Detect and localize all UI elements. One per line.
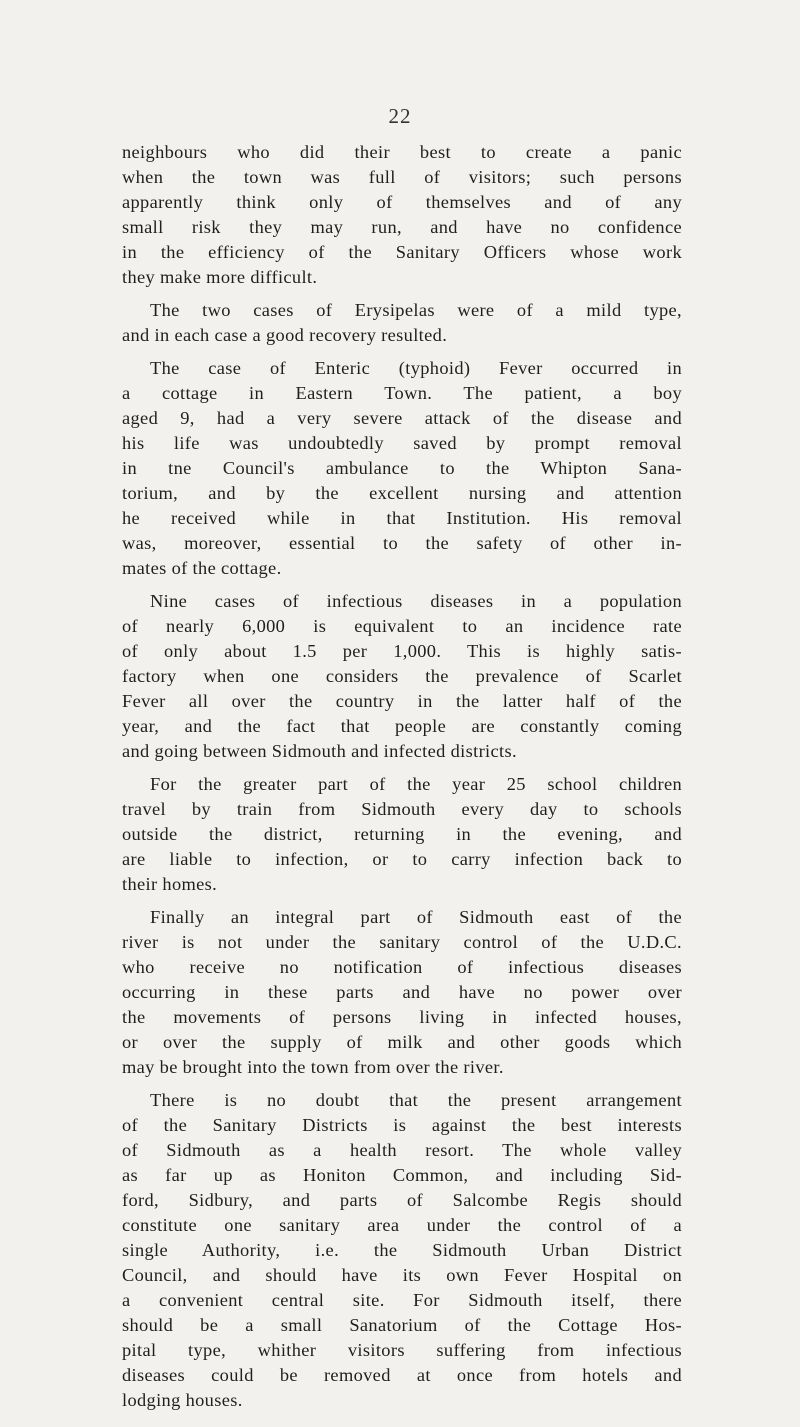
text-line: they make more difficult.	[122, 267, 318, 287]
paragraph	[122, 356, 682, 581]
text-line: he received while in that Institution. His removal	[122, 508, 682, 528]
text-line: the movements of persons living in infected houses,	[122, 1007, 682, 1027]
paragraph	[122, 589, 682, 764]
text-line: outside the district, returning in the evening, and	[122, 824, 682, 844]
text-line: a convenient central site. For Sidmouth itself, there	[122, 1290, 682, 1310]
paragraph	[122, 140, 682, 290]
text-line: should be a small Sanatorium of the Cottage Hos-	[122, 1315, 682, 1335]
text-line: aged 9, had a very severe attack of the disease and	[122, 408, 682, 428]
text-line: who receive no notification of infectious diseases	[122, 957, 682, 977]
paragraph-gap	[122, 290, 682, 298]
text-line: in the efficiency of the Sanitary Officers whose work	[122, 242, 682, 262]
text-line: Nine cases of infectious diseases in a population	[150, 591, 682, 611]
text-line: Finally an integral part of Sidmouth east of the	[150, 907, 682, 927]
text-line: For the greater part of the year 25 school children	[150, 774, 682, 794]
paragraph-gap	[122, 764, 682, 772]
text-line: was, moreover, essential to the safety of other in-	[122, 533, 682, 553]
paragraph	[122, 905, 682, 1080]
paragraph-gap	[122, 897, 682, 905]
text-line: occurring in these parts and have no power over	[122, 982, 682, 1002]
text-line: constitute one sanitary area under the control of a	[122, 1215, 682, 1235]
paragraph	[122, 772, 682, 897]
text-line: their homes.	[122, 874, 218, 894]
text-line: small risk they may run, and have no confidence	[122, 217, 682, 237]
text-line: There is no doubt that the present arrangement	[150, 1090, 682, 1110]
text-line: are liable to infection, or to carry infection back to	[122, 849, 682, 869]
text-line: or over the supply of milk and other goods which	[122, 1032, 682, 1052]
text-line: pital type, whither visitors suffering from infectious	[122, 1340, 682, 1360]
text-line: and going between Sidmouth and infected districts.	[122, 741, 517, 761]
paragraph	[122, 298, 682, 348]
text-line: as far up as Honiton Common, and including Sid-	[122, 1165, 682, 1185]
text-line: travel by train from Sidmouth every day to schools	[122, 799, 682, 819]
text-line: a cottage in Eastern Town. The patient, a boy	[122, 383, 682, 403]
text-line: and in each case a good recovery resulted.	[122, 325, 448, 345]
text-line: may be brought into the town from over the river.	[122, 1057, 504, 1077]
text-line: lodging houses.	[122, 1390, 243, 1410]
paragraph-gap	[122, 581, 682, 589]
text-line: of only about 1.5 per 1,000. This is highly satis-	[122, 641, 682, 661]
paragraph-gap	[122, 1080, 682, 1088]
text-line: The case of Enteric (typhoid) Fever occurred in	[150, 358, 682, 378]
text-line: ford, Sidbury, and parts of Salcombe Regis should	[122, 1190, 682, 1210]
text-line: Council, and should have its own Fever Hospital on	[122, 1265, 682, 1285]
text-line: The two cases of Erysipelas were of a mild type,	[150, 300, 682, 320]
text-line: of Sidmouth as a health resort. The whole valley	[122, 1140, 682, 1160]
text-line: in tne Council's ambulance to the Whipton Sana-	[122, 458, 682, 478]
text-line: his life was undoubtedly saved by prompt removal	[122, 433, 682, 453]
text-line: of the Sanitary Districts is against the best interests	[122, 1115, 682, 1135]
text-line: river is not under the sanitary control of the U.D.C.	[122, 932, 682, 952]
text-line: neighbours who did their best to create a panic	[122, 142, 682, 162]
text-line: year, and the fact that people are constantly coming	[122, 716, 682, 736]
page-number: 22	[388, 104, 412, 128]
body-text	[122, 140, 682, 1413]
text-line: factory when one considers the prevalence of Scarlet	[122, 666, 682, 686]
text-line: single Authority, i.e. the Sidmouth Urban District	[122, 1240, 682, 1260]
text-line: apparently think only of themselves and of any	[122, 192, 682, 212]
paragraph-gap	[122, 348, 682, 356]
text-line: of nearly 6,000 is equivalent to an incidence rate	[122, 616, 682, 636]
text-line: mates of the cottage.	[122, 558, 282, 578]
text-line: torium, and by the excellent nursing and attention	[122, 483, 682, 503]
text-line: diseases could be removed at once from hotels and	[122, 1365, 682, 1385]
paragraph	[122, 1088, 682, 1413]
text-line: when the town was full of visitors; such persons	[122, 167, 682, 187]
text-line: Fever all over the country in the latter half of the	[122, 691, 682, 711]
